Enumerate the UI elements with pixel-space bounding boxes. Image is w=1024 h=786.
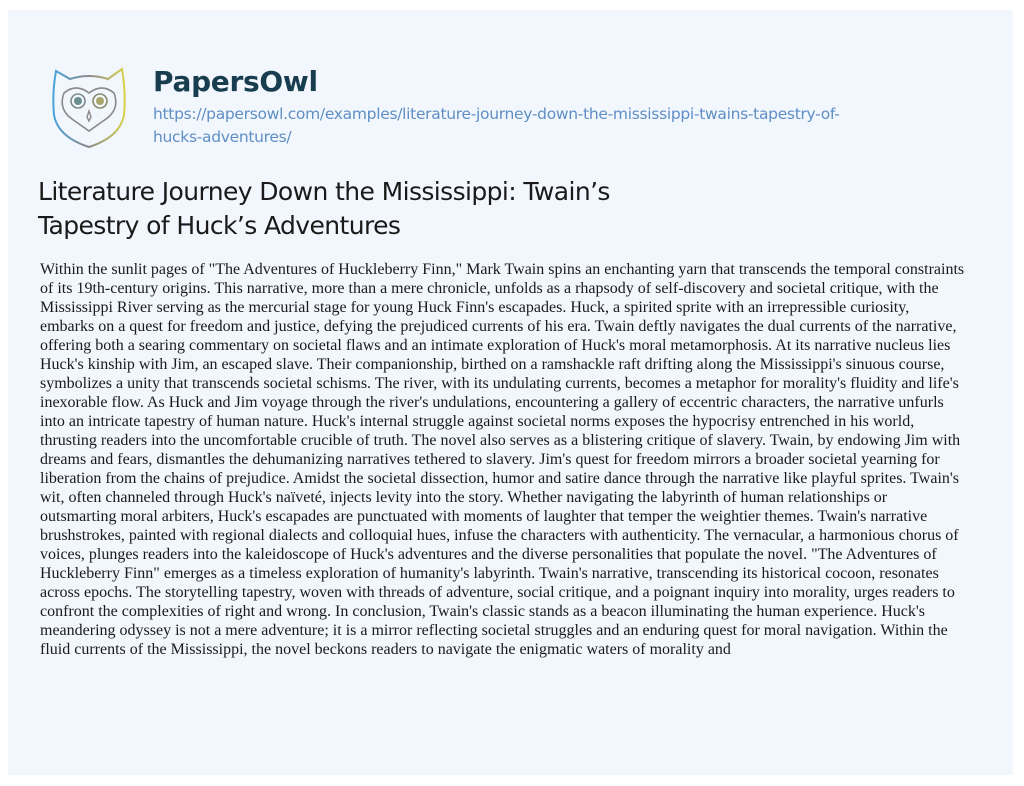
- body-line: meandering odyssey is not a mere adventure; it is a mirror reflecting societal struggles and an enduring quest for moral navigation. Within the: [40, 622, 948, 639]
- owl-logo-icon: [50, 63, 128, 151]
- body-line: Huck's kinship with Jim, an escaped slave. Their companionship, birthed on a ramshackle raft drifting along the Mississippi's sinuous course,: [40, 356, 945, 373]
- body-line: thrusting readers into the uncomfortable crucible of truth. The novel also serves as a blistering critique of slavery. Twain, by endowing Jim with: [40, 432, 961, 449]
- body-line: offering both a searing commentary on societal flaws and an intimate exploration of Huck's moral metamorphosis. At its narrative nucleus lies: [40, 337, 951, 354]
- body-line: confront the complexities of right and wrong. In conclusion, Twain's classic stands as a beacon illuminating the human experience. Huck's: [40, 603, 926, 620]
- brand-header: [50, 63, 840, 151]
- body-line: outsmarting moral arbiters, Huck's escapades are punctuated with moments of laughter that temper the weightier themes. Twain's narrative: [40, 508, 928, 525]
- body-line: dreams and fears, dismantles the dehumanizing narratives tethered to slavery. Jim's quest for freedom mirrors a broader societal yearning for: [40, 451, 940, 468]
- body-line: inexorable flow. As Huck and Jim voyage through the river's undulations, encountering a gallery of eccentric characters, the narrative unfurls: [40, 394, 944, 411]
- body-line: into an intricate tapestry of human nature. Huck's internal struggle against societal norms exposes the hypocrisy entrenched in his world,: [40, 413, 915, 430]
- article-title: [38, 175, 798, 243]
- title-line-2: Tapestry of Huck’s Adventures: [38, 211, 401, 240]
- url-line-1: https://papersowl.com/examples/literature-journey-down-the-mississippi-twains-tapestry-of-: [153, 105, 840, 123]
- body-line: embarks on a quest for freedom and justice, defying the prejudiced currents of his era. Twain deftly navigates the dual currents of the narrative,: [40, 318, 957, 335]
- title-line-1: Literature Journey Down the Mississippi: Twain’s: [38, 177, 610, 206]
- article-body: [40, 260, 1010, 659]
- body-line: fluid currents of the Mississippi, the novel beckons readers to navigate the enigmatic waters of morality and: [40, 641, 731, 658]
- body-line: wit, often channeled through Huck's naïveté, injects levity into the story. Whether navigating the labyrinth of human relationships or: [40, 489, 888, 506]
- body-line: voices, plunges readers into the kaleidoscope of Huck's adventures and the diverse personalities that populate the novel. "The Adventures of: [40, 546, 937, 563]
- body-line: of its 19th-century origins. This narrative, more than a mere chronicle, unfolds as a rhapsody of self-discovery and societal critique, with the: [40, 280, 939, 297]
- body-line: liberation from the chains of prejudice. Amidst the societal dissection, humor and satire dance through the narrative like playful sprites. Twain's: [40, 470, 959, 487]
- body-line: brushstrokes, painted with regional dialects and colloquial hues, infuse the characters with authenticity. The vernacular, a harmonious chorus of: [40, 527, 959, 544]
- body-line: across epochs. The storytelling tapestry, woven with threads of adventure, social critique, and a poignant inquiry into morality, urges readers to: [40, 584, 955, 601]
- source-url-link[interactable]: [153, 103, 953, 149]
- brand-name: PapersOwl: [153, 65, 318, 98]
- body-line: symbolizes a unity that transcends societal schisms. The river, with its undulating currents, becomes a metaphor for morality's fluidity and life's: [40, 375, 959, 392]
- url-line-2: hucks-adventures/: [153, 128, 292, 146]
- body-line: Huckleberry Finn" emerges as a timeless exploration of humanity's labyrinth. Twain's narrative, transcending its historical cocoon, resonates: [40, 565, 939, 582]
- body-line: Within the sunlit pages of "The Adventures of Huckleberry Finn," Mark Twain spins an enchanting yarn that transcends the temporal constraints: [40, 261, 965, 278]
- body-line: Mississippi River serving as the mercurial stage for young Huck Finn's escapades. Huck, a spirited sprite with an irrepressible curiosity,: [40, 299, 910, 316]
